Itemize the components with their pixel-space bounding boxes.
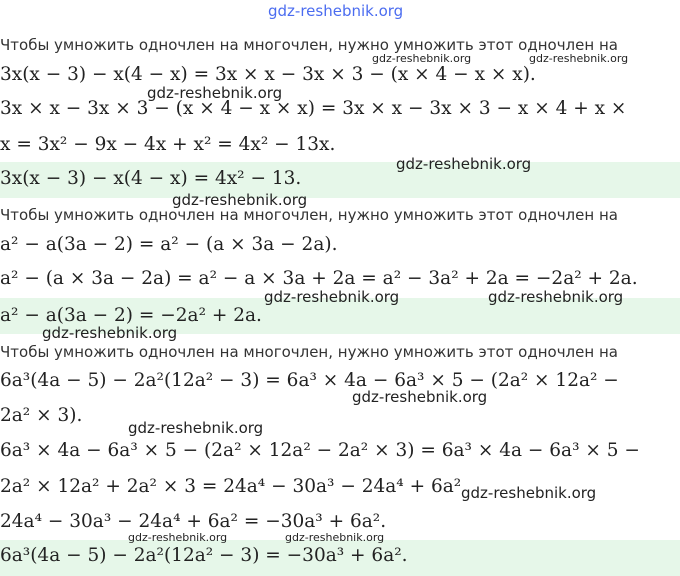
watermark: gdz-reshebnik.org [128, 531, 228, 544]
ex3-line-1: 6a³(4a − 5) − 2a²(12a² − 3) = 6a³ × 4a − 6a³ × 5 − (2a² × 12a² − [0, 370, 619, 391]
watermark: gdz-reshebnik.org [488, 288, 624, 306]
ex3-line-2: 2a² × 3). [0, 405, 83, 426]
watermark: gdz-reshebnik.org [529, 52, 629, 65]
watermark: gdz-reshebnik.org [396, 155, 532, 173]
watermark: gdz-reshebnik.org [128, 419, 264, 437]
watermark: gdz-reshebnik.org [264, 288, 400, 306]
ex2-line-2: a² − (a × 3a − 2a) = a² − a × 3a + 2a = a² − 3a² + 2a = −2a² + 2a. [0, 268, 638, 289]
intro-text-1: Чтобы умножить одночлен на многочлен, нужно умножить этот одночлен на [0, 36, 618, 54]
watermark: gdz-reshebnik.org [172, 191, 308, 209]
ex3-line-4: 2a² × 12a² + 2a² × 3 = 24a⁴ − 30a³ − 24a⁴ + 6a² [0, 476, 462, 497]
ex1-answer: 3x(x − 3) − x(4 − x) = 4x² − 13. [0, 168, 302, 189]
ex1-line-2: 3x × x − 3x × 3 − (x × 4 − x × x) = 3x × x − 3x × 3 − x × 4 + x × [0, 98, 627, 119]
watermark: gdz-reshebnik.org [461, 484, 597, 502]
ex2-line-1: a² − a(3a − 2) = a² − (a × 3a − 2a). [0, 234, 338, 255]
watermark: gdz-reshebnik.org [352, 388, 488, 406]
watermark: gdz-reshebnik.org [147, 84, 283, 102]
intro-text-3: Чтобы умножить одночлен на многочлен, нужно умножить этот одночлен на [0, 343, 618, 361]
watermark: gdz-reshebnik.org [42, 324, 178, 342]
ex1-line-3: x = 3x² − 9x − 4x + x² = 4x² − 13x. [0, 134, 336, 155]
ex3-line-5: 24a⁴ − 30a³ − 24a⁴ + 6a² = −30a³ + 6a². [0, 511, 387, 532]
ex3-line-3: 6a³ × 4a − 6a³ × 5 − (2a² × 12a² − 2a² × 3) = 6a³ × 4a − 6a³ × 5 − [0, 440, 640, 461]
watermark-top: gdz-reshebnik.org [268, 2, 404, 20]
watermark: gdz-reshebnik.org [285, 531, 385, 544]
watermark: gdz-reshebnik.org [372, 52, 472, 65]
intro-text-2: Чтобы умножить одночлен на многочлен, нужно умножить этот одночлен на [0, 206, 618, 224]
ex3-answer: 6a³(4a − 5) − 2a²(12a² − 3) = −30a³ + 6a². [0, 545, 408, 566]
ex2-answer: a² − a(3a − 2) = −2a² + 2a. [0, 305, 262, 326]
ex1-line-1: 3x(x − 3) − x(4 − x) = 3x × x − 3x × 3 − (x × 4 − x × x). [0, 64, 536, 85]
